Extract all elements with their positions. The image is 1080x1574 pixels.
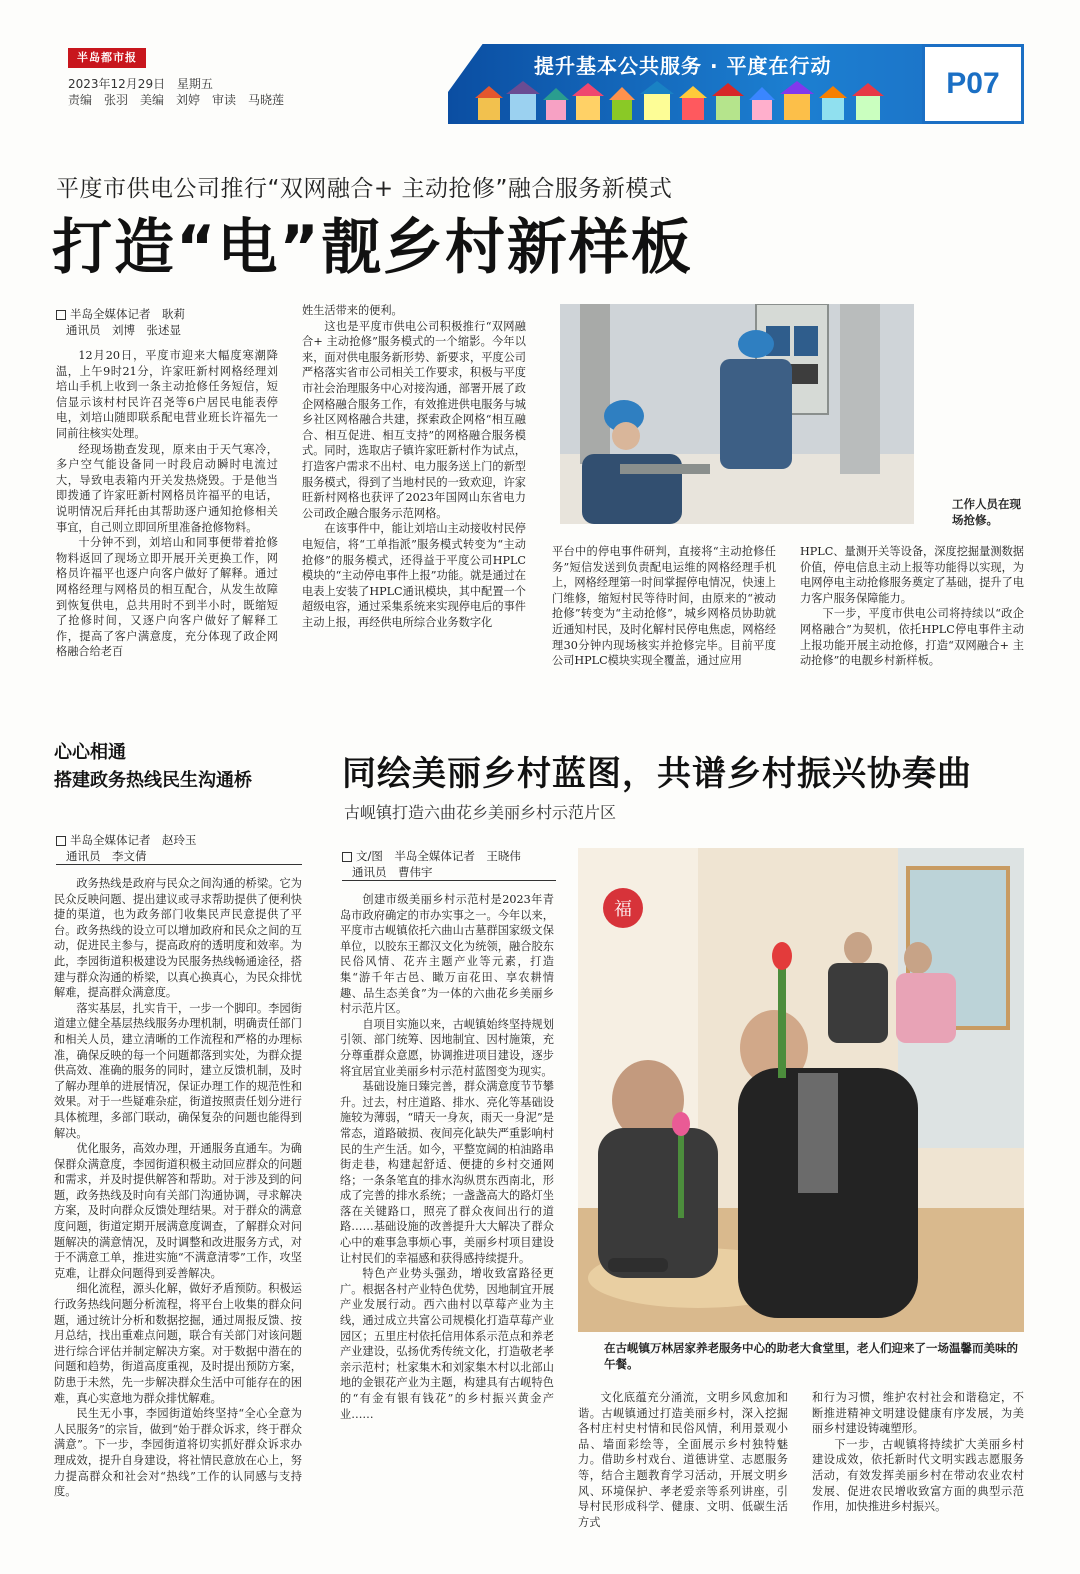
article2-byline xyxy=(56,832,197,864)
article1-photo xyxy=(560,304,914,524)
article3-column-1 xyxy=(340,892,554,1536)
article1-column-4 xyxy=(800,544,1024,688)
paragraph: 姓生活带来的便利。 xyxy=(302,304,403,317)
paragraph: 细化流程，源头化解，做好矛盾预防。积极运行政务热线问题分析流程，将平台上收集的群众问题，通过统计分析和数据挖掘，通过周报反馈、按月总结，找出重难点问题，联合有关部门对该问题进行综合评估并制定解决方案。对于数据中潜在的问题和趋势，街道高度重视，及时提出预防方案，防患于未然，先一步解决群众生活中可能存在的困难，真心实意地为群众排忧解难。 xyxy=(54,1282,302,1405)
section-banner-title: 提升基本公共服务 · 平度在行动 xyxy=(534,54,832,78)
article3-photo-caption: 在古岘镇万林居家养老服务中心的助老大食堂里，老人们迎来了一场温馨而美味的午餐。 xyxy=(604,1341,1018,1371)
byline-marker-icon xyxy=(56,836,66,846)
paragraph: 自项目实施以来，古岘镇始终坚持规划引领、部门统筹、因地制宜、因村施策，充分尊重群众意愿，协调推进项目建设，逐步将宜居宜业美丽乡村示范村蓝图变为现实。 xyxy=(340,1017,554,1078)
fortune-sign: 福 xyxy=(614,899,632,920)
paragraph: 这也是平度市供电公司积极推行“双网融合+ 主动抢修”服务模式的一个缩影。今年以来，面对供电服务新形势、新要求，平度公司严格落实省市公司相关工作要求，积极与平度市社会治理服务中心对接沟通，部署开展了政企网格融合服务工作，有效推进供电服务与城乡社区网格融合共建，探索政企网格“相互融合、相互促进、相互支持”的网格融合服务模式。同时，选取店子镇许家旺新村作为试点，打造客户需求不出村、电力服务送上门的新型服务模式，得到了当地村民的一致欢迎，许家旺新村网格也获评了2023年国网山东省电力公司政企融合服务示范网格。 xyxy=(302,319,526,520)
article1-byline xyxy=(56,306,185,338)
article2-kicker: 心心相通 xyxy=(54,742,126,763)
article3-column-2 xyxy=(578,1390,788,1536)
issue-weekday: 星期五 xyxy=(176,77,213,91)
article1-column-1 xyxy=(56,348,278,688)
article1-column-2 xyxy=(302,303,526,688)
paragraph: 基础设施日臻完善，群众满意度节节攀升。过去，村庄道路、排水、亮化等基础设施较为薄弱，“晴天一身灰，雨天一身泥”是常态，道路破损、夜间亮化缺失严重影响村民的生产生活。如今，平整宽阔的柏油路串街走巷，构建起舒适、便捷的乡村交通网络；一条条笔直的排水沟纵贯东西南北，形成了完善的排水系统；一盏盏高大的路灯坐落在关键路口，照亮了群众夜间出行的道路……基础设施的改善提升大大解决了群众心中的难事急事烦心事，美丽乡村项目建设让村民们的幸福感和获得感持续提升。 xyxy=(340,1080,554,1265)
issue-date: 2023年12月29日 xyxy=(68,77,166,91)
paragraph: 12月20日，平度市迎来大幅度寒潮降温，上午9时21分，许家旺新村网格经理刘培山手机上收到一条主动抢修任务短信，短信显示该村村民许召尧等6户居民电能表停电，刘培山随即联系配电营业班长许福先一同前往核实处理。 xyxy=(56,349,278,440)
newspaper-logo: 半岛都市报 xyxy=(68,48,146,68)
byline-marker-icon xyxy=(342,852,352,862)
paragraph: 文化底蕴充分涌流，文明乡风愈加和谐。古岘镇通过打造美丽乡村，深入挖掘各村庄村史村情和民俗风情，利用景观小品、墙面彩绘等，全面展示乡村独特魅力。借助乡村戏台、道德讲堂、志愿服务等，结合主题教育学习活动，开展文明乡风、环境保护、孝老爱亲等系列讲座，引导村民形成科学、健康、文明、低碳生活方式 xyxy=(578,1391,788,1529)
article1-reporter: 半岛全媒体记者 耿莉 xyxy=(70,307,185,321)
issue-date-line xyxy=(68,76,213,92)
article3-correspondent: 通讯员 曹伟宇 xyxy=(352,865,433,879)
paragraph: 和行为习惯，维护农村社会和谐稳定，不断推进精神文明建设健康有序发展，为美丽乡村建设铸魂塑形。 xyxy=(812,1391,1024,1436)
article2-headline: 搭建政务热线民生沟通桥 xyxy=(54,770,252,791)
paragraph: 创建市级美丽乡村示范村是2023年青岛市政府确定的市办实事之一。今年以来，平度市古岘镇依托六曲山古墓群国家级文保单位，以胶东王都汉文化为统领，融合胶东民俗风情、花卉主题产业等元素，打造集“游千年古邑、瞰万亩花田、享农耕情趣、品生态美食”为一体的六曲花乡美丽乡村示范片区。 xyxy=(340,893,554,1016)
article1-correspondent: 通讯员 刘博 张述显 xyxy=(66,323,181,337)
editor-credits: 责编 张羽 美编 刘婷 审读 马晓莲 xyxy=(68,93,285,107)
paragraph: HPLC、量测开关等设备，深度挖掘量测数据价值，停电信息主动上报等功能得以实现，为电网停电主动抢修服务奠定了基础，提升了电力客户服务保障能力。 xyxy=(800,545,1024,605)
article3-byline xyxy=(342,848,521,880)
article3-photo xyxy=(578,848,1024,1332)
elderly-canteen-scene xyxy=(578,848,1024,1332)
article1-headline: 打造“电”靓乡村新样板 xyxy=(52,213,693,283)
article3-column-3 xyxy=(812,1390,1024,1536)
paragraph: 平台中的停电事件研判，直接将“主动抢修任务”短信发送到负责配电运维的网格经理手机上，网格经理第一时间掌握停电情况，快速上门维修，缩短村民等待时间，由原来的“被动抢修”转变为“主动抢修”，城乡网格员协助就近通知村民，及时化解村民停电焦虑，网格经理30分钟内现场核实并抢修完毕。目前平度公司HPLC模块实现全覆盖，通过应用 xyxy=(552,545,776,668)
village-houses-illustration xyxy=(470,78,910,122)
article2-body xyxy=(54,876,302,1536)
article3-reporter: 文/图 半岛全媒体记者 王晓伟 xyxy=(356,849,521,863)
article1-kicker: 平度市供电公司推行“双网融合+ 主动抢修”融合服务新模式 xyxy=(56,176,673,202)
paragraph: 在该事件中，能让刘培山主动接收村民停电短信，将“工单指派”服务模式转变为“主动抢修”的服务模式，还得益于平度公司HPLC模块的“主动停电事件上报”功能。就是通过在电表上安装了HPLC通讯模块，其中配置一个超级电容，通过采集系统来实现停电后的事件主动上报，再经供电所综合业务数字化 xyxy=(302,522,526,629)
paragraph: 十分钟不到，刘培山和同事便带着抢修物料返回了现场立即开展开关更换工作，网格员许福平也逐户向客户做好了解释。通过网格经理与网格员的相互配合，从发生故障到恢复供电，总共用时不到半小时，既缩短了抢修时间，又逐户向客户做好了解释工作，提高了客户满意度，充分体现了政企网格融合给老百 xyxy=(56,536,278,659)
article3-headline: 同绘美丽乡村蓝图，共谱乡村振兴协奏曲 xyxy=(342,754,972,794)
paragraph: 下一步，平度市供电公司将持续以“政企网格融合”为契机，依托HPLC停电事件主动上报功能开展主动抢修，打造“双网融合+ 主动抢修”的电靓乡村新样板。 xyxy=(800,607,1024,668)
article2-byline-rule xyxy=(56,864,302,865)
page-number: P07 xyxy=(922,44,1024,124)
article2-correspondent: 通讯员 李文倩 xyxy=(66,849,147,863)
paragraph: 下一步，古岘镇将持续扩大美丽乡村建设成效，依托新时代文明实践志愿服务活动，有效发挥美丽乡村在带动农业农村发展、促进农民增收致富方面的典型示范作用，加快推进乡村振兴。 xyxy=(812,1437,1024,1514)
article1-column-3 xyxy=(552,544,776,688)
paragraph: 落实基层，扎实肯干，一步一个脚印。李园街道建立健全基层热线服务办理机制，明确责任部门和相关人员，建立清晰的工作流程和严格的办理标准，确保反映的每一个问题都落到实处，为群众提供高效、准确的服务的同时，建立反馈机制，及时了解办理单的进展情况，保证办理工作的规范性和效果。对于一些疑难杂症，街道按照责任划分进行具体梳理，多部门联动，确保复杂的问题也能得到解决。 xyxy=(54,1001,302,1140)
paragraph: 优化服务，高效办理，开通服务直通车。为确保群众满意度，李园街道积极主动回应群众的问题和需求，并及时提供解答和帮助。对于涉及到的问题，政务热线及时向有关部门沟通协调，寻求解决方案，及时向群众反馈处理结果。对于群众的满意度问题，街道定期开展满意度调查，了解群众对问题解决的满意情况，及时调整和改进服务方式，对于不满意工单，推进实施“不满意清零”工作，攻坚克难，让群众问题得到妥善解决。 xyxy=(54,1142,302,1280)
article1-photo-caption: 工作人员在现场抢修。 xyxy=(952,497,1021,527)
paragraph: 政务热线是政府与民众之间沟通的桥梁。它为民众反映问题、提出建议或寻求帮助提供了便利快捷的渠道，也为政务部门收集民声民意提供了平台。政务热线的设立可以增加政府和民众之间的互动，促进民主参与，提高政府的透明度和效率。为此，李园街道积极建设为民服务热线畅通途径，搭建与群众沟通的桥梁，以真心换真心，为民众排忧解难，提高群众满意度。 xyxy=(54,877,302,1000)
paragraph: 经现场勘查发现，原来由于天气寒冷，多户空气能设备同一时段启动瞬时电流过大，导致电表箱内开关发热烧毁。于是他当即拨通了许家旺新村网格员许福平的电话，说明情况后拜托由其帮助逐户通知抢修相关事宜，自己则立即回所里准备抢修物料。 xyxy=(56,442,278,534)
workers-repair-scene xyxy=(560,304,914,524)
article3-kicker: 古岘镇打造六曲花乡美丽乡村示范片区 xyxy=(344,803,617,822)
byline-marker-icon xyxy=(56,310,66,320)
article3-byline-rule xyxy=(342,880,556,881)
paragraph: 民生无小事，李园街道始终坚持“全心全意为人民服务”的宗旨，做到“始于群众诉求，终于群众满意”。下一步，李园街道将切实抓好群众诉求办理成效，提升自身建设，将社情民意放在心上，努力提高群众和社会对“热线”工作的认同感与支持度。 xyxy=(54,1407,302,1499)
article2-reporter: 半岛全媒体记者 赵玲玉 xyxy=(70,833,197,847)
paragraph: 特色产业势头强劲，增收致富路径更广。根据各村产业特色优势，因地制宜开展产业发展行动。西六曲村以草莓产业为主线，通过成立共富公司规模化打造草莓产业园区；五里庄村依托信用体系示范点和养老产业建设，弘扬优秀传统文化，打造敬老孝亲示范村；杜家集木和刘家集木村以北部山地的金银花产业为主题，构建具有古岘特色的“有金有银有钱花”的乡村振兴黄金产业…… xyxy=(340,1267,554,1421)
